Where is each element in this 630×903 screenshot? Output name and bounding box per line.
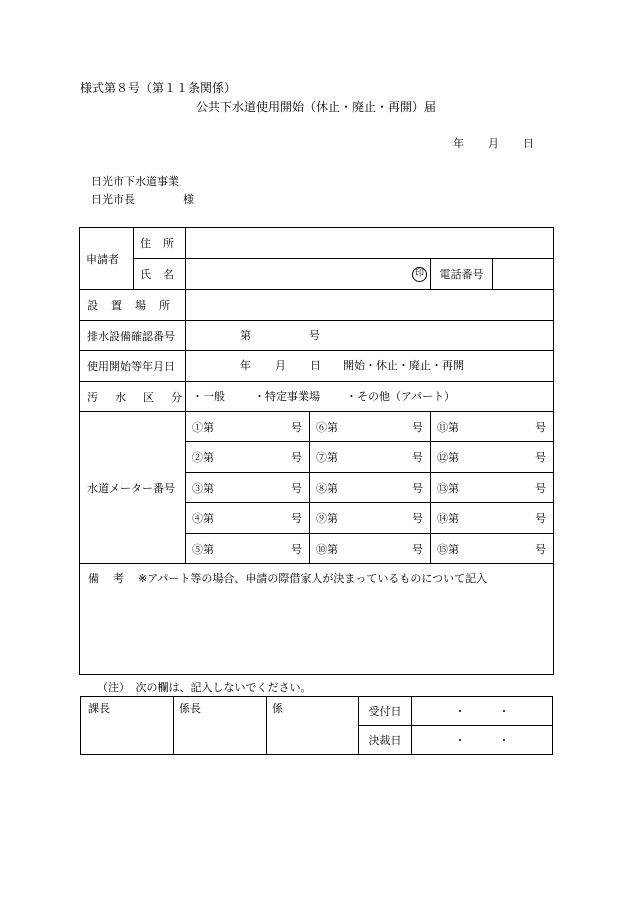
name-label xyxy=(134,266,185,282)
office-use-table xyxy=(80,696,553,755)
staff-label: 係 xyxy=(272,702,283,715)
address-input[interactable] xyxy=(186,228,554,259)
meter-num: ②第 xyxy=(192,451,214,464)
meter-num: ①第 xyxy=(192,420,214,434)
received-label: 受付日 xyxy=(368,705,402,718)
start-options: 開始・休止・廃止・再開 xyxy=(343,359,464,372)
remarks-note: ※アパート等の場合、申請の際借家人が決まっているものについて記入 xyxy=(138,572,488,585)
meter-go: 号 xyxy=(535,542,547,556)
start-date-label: 使用開始等年月日 xyxy=(87,360,175,373)
start-month: 月 xyxy=(275,359,286,372)
meter-cell[interactable] xyxy=(431,534,554,564)
meter-cell[interactable] xyxy=(310,534,431,564)
meter-num: ⑬第 xyxy=(437,481,459,495)
form-number: 様式第８号（第１１条関係） xyxy=(80,81,237,95)
seal-mark: 印 xyxy=(412,267,427,282)
meter-num: ⑨第 xyxy=(316,512,338,525)
subchief-label: 係長 xyxy=(179,702,201,715)
meter-num: ⑫第 xyxy=(437,451,459,464)
application-table xyxy=(79,227,554,675)
phone-label-cell xyxy=(431,259,493,290)
address-label-cell xyxy=(134,228,186,259)
meter-cell[interactable] xyxy=(431,412,554,442)
decided-label-cell xyxy=(359,726,412,755)
meter-num: ⑧第 xyxy=(316,481,338,495)
meter-label: 水道メーター番号 xyxy=(87,481,175,495)
meter-cell[interactable] xyxy=(310,442,431,473)
meter-go: 号 xyxy=(412,451,423,464)
meter-num: ⑭第 xyxy=(437,512,459,525)
meter-go: 号 xyxy=(291,542,302,556)
sewage-option-general[interactable]: ・一般 xyxy=(192,390,225,403)
date-day: 日 xyxy=(523,137,534,150)
meter-cell[interactable] xyxy=(310,412,431,442)
decided-date xyxy=(412,726,553,755)
drainage-label-cell xyxy=(80,321,186,351)
meter-num: ⑤第 xyxy=(192,542,214,556)
applicant-label-cell xyxy=(80,228,134,290)
meter-go: 号 xyxy=(291,512,302,525)
meter-cell[interactable] xyxy=(310,503,431,534)
applicant-label xyxy=(80,251,133,267)
meter-go: 号 xyxy=(412,512,423,525)
location-label-cell xyxy=(80,290,186,321)
remarks-label: 備考 xyxy=(88,572,138,585)
form-title: 公共下水道使用開始（休止・廃止・再開）届 xyxy=(196,100,437,114)
decided-label: 決裁日 xyxy=(368,734,402,747)
meter-num: ⑥第 xyxy=(316,420,338,434)
meter-num: ③第 xyxy=(192,481,214,495)
meter-num: ⑪第 xyxy=(437,420,459,434)
meter-go: 号 xyxy=(535,481,547,495)
meter-cell[interactable] xyxy=(186,503,310,534)
applicant-label-text: 申請者 xyxy=(86,252,119,266)
subchief-stamp-cell xyxy=(174,697,267,755)
start-year: 年 xyxy=(240,359,251,372)
addressee-sama: 様 xyxy=(183,193,194,206)
meter-go: 号 xyxy=(291,451,302,464)
meter-cell[interactable] xyxy=(186,473,310,503)
sewage-option-other[interactable]: ・その他（アパート） xyxy=(346,390,456,403)
meter-cell[interactable] xyxy=(186,412,310,442)
sewage-label-cell xyxy=(80,382,199,412)
drainage-go: 号 xyxy=(309,329,320,342)
meter-num: ⑮第 xyxy=(437,542,459,556)
chief-stamp-cell xyxy=(81,697,174,755)
sewage-options-cell xyxy=(186,382,554,412)
address-label xyxy=(134,235,185,251)
date-year: 年 xyxy=(453,137,464,150)
name-input[interactable] xyxy=(186,259,431,290)
remarks-input[interactable] xyxy=(80,564,554,675)
chief-label: 課長 xyxy=(88,702,110,715)
address-label-text: 住所 xyxy=(140,237,186,250)
phone-label: 電話番号 xyxy=(439,268,484,281)
sewage-option-specific[interactable]: ・特定事業場 xyxy=(254,390,320,403)
meter-go: 号 xyxy=(535,512,547,525)
date-month: 月 xyxy=(488,137,499,150)
staff-stamp-cell xyxy=(267,697,359,755)
received-date-dots: ・ ・ xyxy=(454,705,510,718)
meter-num: ⑩第 xyxy=(316,542,338,556)
meter-num: ⑦第 xyxy=(316,451,338,464)
location-input[interactable] xyxy=(186,290,554,321)
meter-go: 号 xyxy=(535,420,547,434)
meter-go: 号 xyxy=(291,420,302,434)
meter-cell[interactable] xyxy=(431,442,554,473)
drainage-label: 排水設備確認番号 xyxy=(87,329,175,343)
meter-go: 号 xyxy=(535,451,547,464)
sewage-label: 汚水区分 xyxy=(87,390,199,404)
meter-cell[interactable] xyxy=(431,503,554,534)
received-label-cell xyxy=(359,697,412,726)
start-day: 日 xyxy=(310,359,321,372)
decided-date-dots: ・ ・ xyxy=(454,734,510,747)
meter-cell[interactable] xyxy=(431,473,554,503)
drainage-input[interactable] xyxy=(186,321,554,351)
addressee-mayor: 日光市長 xyxy=(91,193,135,206)
received-date xyxy=(412,697,553,726)
phone-input[interactable] xyxy=(493,259,554,290)
name-label-text: 氏名 xyxy=(140,268,186,281)
meter-cell[interactable] xyxy=(310,473,431,503)
meter-go: 号 xyxy=(412,420,423,434)
meter-num: ④第 xyxy=(192,512,214,525)
meter-cell[interactable] xyxy=(186,534,310,564)
drainage-dai: 第 xyxy=(240,329,251,342)
office-use-note: （注） 次の欄は、記入しないでください。 xyxy=(97,681,312,694)
meter-cell[interactable] xyxy=(186,442,310,473)
start-date-label-cell xyxy=(80,351,186,382)
name-label-cell xyxy=(134,259,186,290)
location-label: 設置場所 xyxy=(87,299,183,312)
meter-go: 号 xyxy=(291,481,302,495)
addressee-office: 日光市下水道事業 xyxy=(91,175,179,188)
meter-go: 号 xyxy=(412,542,423,556)
meter-label-cell xyxy=(80,412,186,564)
start-date-input[interactable] xyxy=(186,351,554,382)
meter-go: 号 xyxy=(412,481,423,495)
